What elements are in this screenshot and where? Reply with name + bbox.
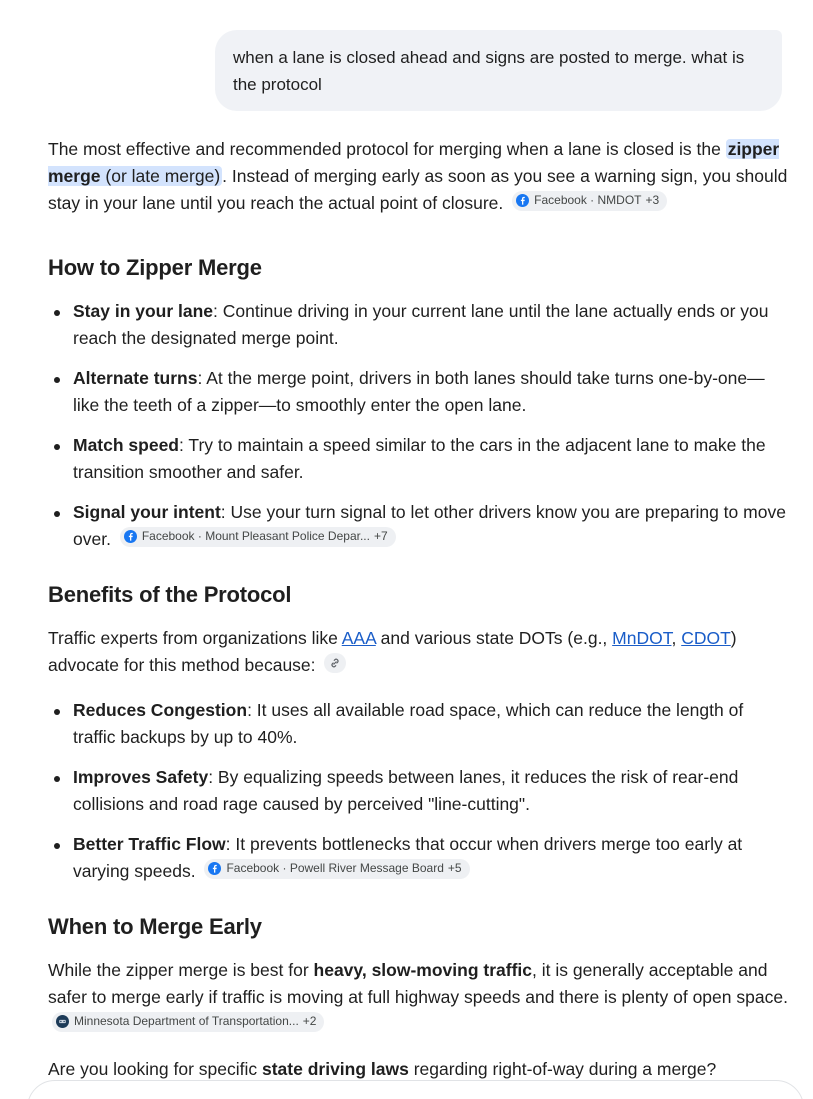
list-item (73, 764, 788, 818)
benefits-intro (48, 625, 788, 679)
followup-text-2: regarding right-of-way during a merge? (408, 1059, 717, 1079)
merge-early-bold: heavy, slow-moving traffic (313, 960, 533, 980)
benefits-intro-text-2: and various state DOTs (e.g., (375, 628, 613, 648)
item-text: : Try to maintain a speed similar to the cars in the adjacent lane to make the transition smoother and safer. (73, 435, 766, 482)
item-text: : By equalizing speeds between lanes, it reduces the risk of rear-end collisions and road rage caused by perceived "line-cutting". (73, 767, 739, 814)
assistant-response (48, 136, 788, 1083)
source-more-count: +3 (645, 193, 660, 207)
merge-early-paragraph (48, 957, 788, 1038)
item-bold: Match speed (73, 435, 179, 455)
highlight-bold: zipper merge (48, 139, 780, 186)
mndot-link[interactable]: MnDOT (612, 628, 672, 648)
list-item (73, 831, 788, 885)
item-text: : It prevents bottlenecks that occur when drivers merge too early at varying speeds. (73, 834, 743, 881)
merge-early-text-2: , it is generally acceptable and safer to merge early if traffic is moving at full highway speeds and there is plenty of open space. (48, 960, 788, 1007)
item-text: : Use your turn signal to let other drivers know you are preparing to move over. (73, 502, 786, 549)
source-chip[interactable] (204, 859, 469, 879)
item-bold: Alternate turns (73, 368, 198, 388)
intro-paragraph (48, 136, 788, 217)
followup-bold: state driving laws (262, 1059, 409, 1079)
followup-text-1: Are you looking for specific (48, 1059, 262, 1079)
source-chip[interactable] (512, 191, 667, 211)
facebook-icon (208, 862, 221, 875)
benefits-list (48, 697, 788, 885)
benefits-intro-text-3: ) advocate for this method because: (48, 628, 737, 675)
highlight-rest: (or late merge) (100, 166, 221, 186)
heading-benefits: Benefits of the Protocol (48, 582, 292, 607)
source-more-count: +7 (373, 529, 388, 543)
mndot-icon (56, 1015, 69, 1028)
comma: , (671, 628, 682, 648)
item-bold: Better Traffic Flow (73, 834, 226, 854)
item-bold: Reduces Congestion (73, 700, 248, 720)
heading-when-to-merge-early: When to Merge Early (48, 914, 262, 939)
item-text: : Continue driving in your current lane until the lane actually ends or you reach the designated merge point. (73, 301, 769, 348)
list-item (73, 432, 788, 486)
followup-question (48, 1056, 788, 1083)
list-item (73, 499, 788, 553)
link-icon (329, 657, 341, 669)
source-chip[interactable] (52, 1012, 324, 1032)
item-bold: Signal your intent (73, 502, 221, 522)
chat-input-bar[interactable] (27, 1080, 804, 1099)
aaa-link[interactable]: AAA (341, 628, 376, 648)
source-label: Facebook · Powell River Message Board (226, 861, 444, 875)
source-label: Facebook · Mount Pleasant Police Depar... (141, 529, 370, 543)
facebook-icon (124, 530, 137, 543)
heading-how-to-zipper-merge: How to Zipper Merge (48, 255, 262, 280)
item-bold: Improves Safety (73, 767, 209, 787)
source-chip[interactable] (120, 527, 396, 547)
intro-text-2: . Instead of merging early as soon as you see a warning sign, you should stay in your lane until you reach the actual point of closure. (48, 166, 788, 213)
intro-text-1: The most effective and recommended protocol for merging when a lane is closed is the (48, 139, 726, 159)
item-bold: Stay in your lane (73, 301, 214, 321)
facebook-icon (516, 194, 529, 207)
user-message-text: when a lane is closed ahead and signs are posted to merge. what is the protocol (233, 48, 745, 94)
user-message-bubble (215, 30, 782, 111)
source-more-count: +2 (302, 1014, 317, 1028)
list-item (73, 298, 788, 352)
cdot-link[interactable]: CDOT (681, 628, 731, 648)
link-chip[interactable] (324, 653, 346, 673)
zipper-steps-list (48, 298, 788, 553)
merge-early-text-1: While the zipper merge is best for (48, 960, 314, 980)
list-item (73, 697, 788, 751)
item-text: : It uses all available road space, which can reduce the length of traffic backups by up to 40%. (73, 700, 744, 747)
source-label: Facebook · NMDOT (534, 193, 642, 207)
source-more-count: +5 (447, 861, 462, 875)
source-label: Minnesota Department of Transportation... (74, 1014, 299, 1028)
list-item (73, 365, 788, 419)
item-text: : At the merge point, drivers in both lanes should take turns one-by-one—like the teeth of a zipper—to smoothly enter the open lane. (73, 368, 765, 415)
benefits-intro-text-1: Traffic experts from organizations like (48, 628, 342, 648)
